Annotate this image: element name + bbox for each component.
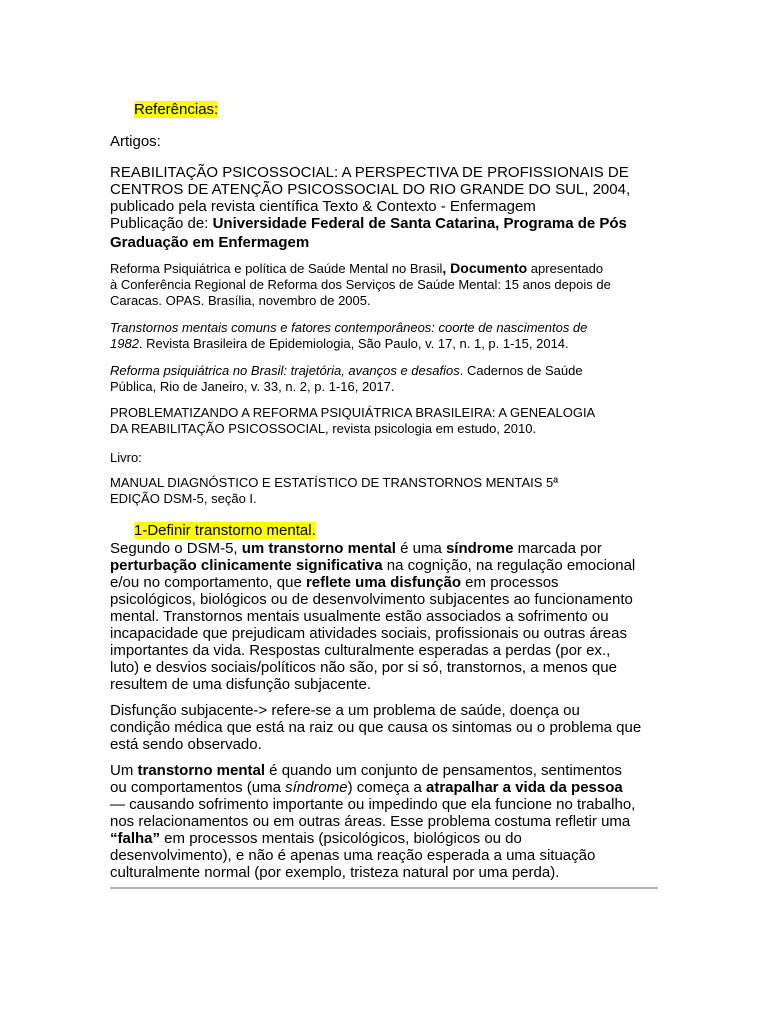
reference-line: Caracas. OPAS. Brasília, novembro de 2005. — [110, 293, 371, 308]
book-label: Livro: — [110, 450, 142, 465]
section-heading: 1-Definir transtorno mental. — [134, 522, 316, 539]
reference-4 — [110, 363, 583, 395]
reference-2 — [110, 260, 611, 309]
reference-5 — [110, 405, 595, 437]
reference-line: REABILITAÇÃO PSICOSSOCIAL: A PERSPECTIVA DE PROFISSIONAIS DE — [110, 164, 629, 181]
reference-line: Transtornos mentais comuns e fatores contemporâneos: coorte de nascimentos de — [110, 320, 588, 335]
reference-line: EDIÇÃO DSM-5, seção I. — [110, 491, 257, 506]
reference-line: 1982. Revista Brasileira de Epidemiologia, São Paulo, v. 17, n. 1, p. 1-15, 2014. — [110, 336, 569, 351]
reference-line: DA REABILITAÇÃO PSICOSSOCIAL, revista psicologia em estudo, 2010. — [110, 421, 537, 436]
reference-line: Reforma psiquiátrica no Brasil: trajetória, avanços e desafios. Cadernos de Saúde — [110, 363, 583, 378]
reference-line: PROBLEMATIZANDO A REFORMA PSIQUIÁTRICA BRASILEIRA: A GENEALOGIA — [110, 405, 596, 420]
reference-3 — [110, 320, 587, 352]
reference-line: Pública, Rio de Janeiro, v. 33, n. 2, p. 1-16, 2017. — [110, 379, 395, 394]
references-heading: Referências: — [134, 101, 219, 118]
paragraph-underlying-dysfunction: Disfunção subjacente-> refere-se a um problema de saúde, doença ou condição médica que está na raiz ou que causa os sintomas ou o problema que está sendo observado. — [110, 702, 642, 753]
articles-label: Artigos: — [110, 133, 161, 150]
reference-line: MANUAL DIAGNÓSTICO E ESTATÍSTICO DE TRANSTORNOS MENTAIS 5ª — [110, 475, 559, 490]
reference-line: Reforma Psiquiátrica e política de Saúde Mental no Brasil, Documento apresentado — [110, 260, 604, 276]
book-reference — [110, 475, 558, 507]
reference-1 — [110, 164, 630, 251]
reference-line: Publicação de: Universidade Federal de Santa Catarina, Programa de Pós — [110, 215, 627, 232]
reference-line: Graduação em Enfermagem — [110, 234, 310, 251]
reference-line: à Conferência Regional de Reforma dos Serviços de Saúde Mental: 15 anos depois de — [110, 277, 611, 292]
reference-line: publicado pela revista científica Texto & Contexto - Enfermagem — [110, 198, 536, 215]
paragraph-summary: Um transtorno mental é quando um conjunto de pensamentos, sentimentos ou comportamentos (uma síndrome) começa a atrapalhar a vida da pessoa — causando sofrimento importante ou impedindo que ela funcione no trabalho, nos relacionamentos ou em outras áreas. Esse problema costuma refletir uma “falha” em processos mentais (psicológicos, biológicos ou do desenvolvimento), e não é apenas uma reação esperada a uma situação culturalmente normal (por exemplo, tristeza natural por uma perda). — [110, 762, 636, 881]
reference-line: CENTROS DE ATENÇÃO PSICOSSOCIAL DO RIO GRANDE DO SUL, 2004, — [110, 181, 631, 198]
horizontal-rule — [110, 887, 658, 889]
paragraph-definition: Segundo o DSM-5, um transtorno mental é uma síndrome marcada por perturbação clinicamente significativa na cognição, na regulação emocional e/ou no comportamento, que reflete uma disfunção em processos psicológicos, biológicos ou de desenvolvimento subjacentes ao funcionamento mental. Transtornos mentais usualmente estão associados a sofrimento ou incapacidade que prejudicam atividades sociais, profissionais ou outras áreas importantes da vida. Respostas culturalmente esperadas a perdas (por ex., luto) e desvios sociais/políticos não são, por si só, transtornos, a menos que resultem de uma disfunção subjacente. — [110, 540, 636, 693]
